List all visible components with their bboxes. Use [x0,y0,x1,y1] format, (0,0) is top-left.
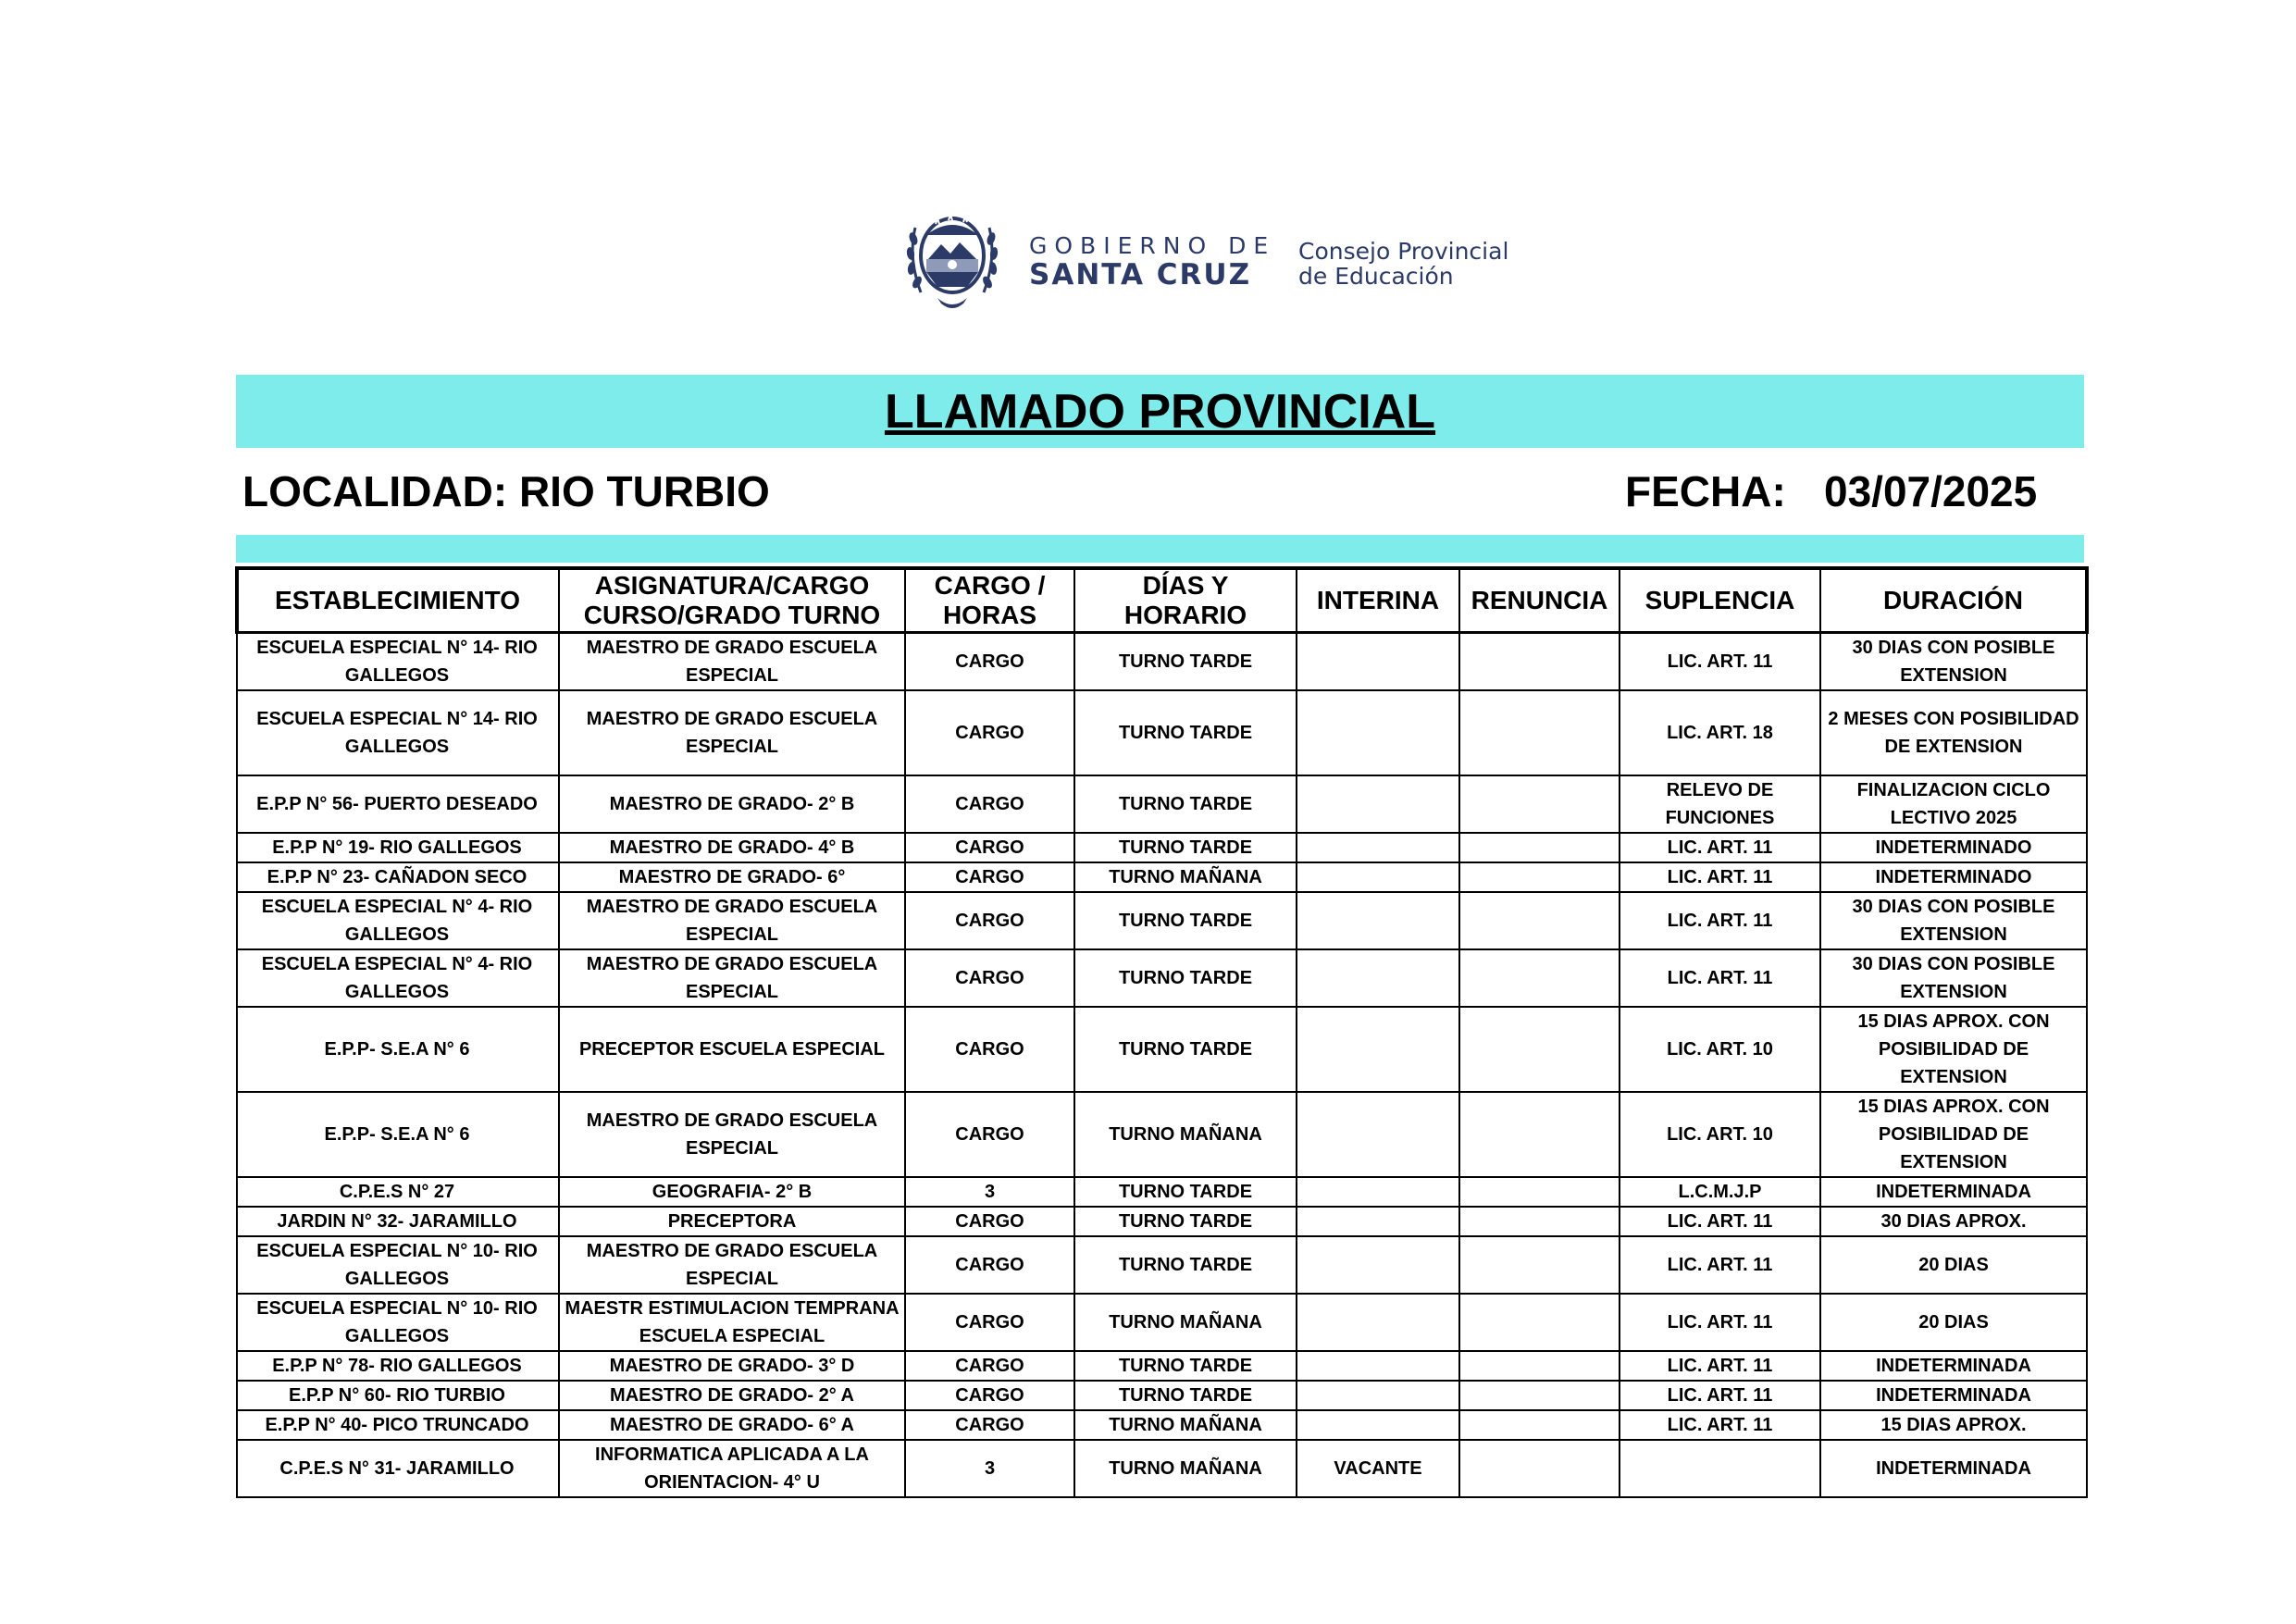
cell-interina [1297,1007,1459,1092]
cell-duracion: 20 DIAS [1820,1236,2087,1294]
separator-band [236,535,2084,563]
cell-suplencia: LIC. ART. 11 [1620,633,1820,691]
table-row [237,633,2087,691]
cell-cargo-horas: CARGO [905,690,1074,775]
cell-interina [1297,633,1459,691]
cell-renuncia [1459,1351,1620,1381]
cell-dias-horario: TURNO MAÑANA [1074,1294,1297,1351]
cell-renuncia [1459,1440,1620,1497]
cell-suplencia: LIC. ART. 11 [1620,1236,1820,1294]
cell-renuncia [1459,775,1620,833]
cell-interina: VACANTE [1297,1440,1459,1497]
cell-renuncia [1459,862,1620,892]
cell-interina [1297,1294,1459,1351]
cell-dias-horario: TURNO TARDE [1074,1236,1297,1294]
cell-suplencia: LIC. ART. 11 [1620,1381,1820,1410]
cell-establecimiento: ESCUELA ESPECIAL N° 10- RIO GALLEGOS [237,1236,559,1294]
cell-suplencia: LIC. ART. 11 [1620,862,1820,892]
cell-asignatura: INFORMATICA APLICADA A LA ORIENTACION- 4° U [559,1440,905,1497]
council-name-line1: Consejo Provincial [1298,238,1509,265]
column-header-interina: INTERINA [1297,568,1459,633]
cell-renuncia [1459,1207,1620,1236]
cell-interina [1297,1207,1459,1236]
cell-suplencia: LIC. ART. 10 [1620,1092,1820,1177]
cell-establecimiento: ESCUELA ESPECIAL N° 14- RIO GALLEGOS [237,690,559,775]
cell-renuncia [1459,1007,1620,1092]
government-label: GOBIERNO DE [1029,232,1276,259]
table-row [237,949,2087,1007]
cell-cargo-horas: CARGO [905,1207,1074,1236]
cell-renuncia [1459,633,1620,691]
cell-duracion: INDETERMINADO [1820,862,2087,892]
table-row [237,1007,2087,1092]
cell-interina [1297,1410,1459,1440]
column-header-renuncia: RENUNCIA [1459,568,1620,633]
cell-cargo-horas: CARGO [905,1410,1074,1440]
table-row [237,775,2087,833]
cell-dias-horario: TURNO TARDE [1074,949,1297,1007]
cell-suplencia: LIC. ART. 11 [1620,1294,1820,1351]
cell-interina [1297,892,1459,949]
government-logotype [1029,233,1275,291]
cell-renuncia [1459,892,1620,949]
cell-duracion: 15 DIAS APROX. CON POSIBILIDAD DE EXTENSION [1820,1092,2087,1177]
table-row [237,1236,2087,1294]
cell-interina [1297,862,1459,892]
cell-interina [1297,1177,1459,1207]
cell-duracion: INDETERMINADA [1820,1177,2087,1207]
cell-asignatura: MAESTRO DE GRADO ESCUELA ESPECIAL [559,633,905,691]
vacancies-table [235,566,2089,1498]
cell-cargo-horas: CARGO [905,775,1074,833]
column-header-dias-horario: DÍAS Y HORARIO [1074,568,1297,633]
cell-duracion: 15 DIAS APROX. [1820,1410,2087,1440]
cell-asignatura: MAESTRO DE GRADO- 6° [559,862,905,892]
cell-duracion: 15 DIAS APROX. CON POSIBILIDAD DE EXTENSION [1820,1007,2087,1092]
cell-interina [1297,775,1459,833]
cell-duracion: INDETERMINADO [1820,833,2087,862]
cell-asignatura: MAESTRO DE GRADO ESCUELA ESPECIAL [559,690,905,775]
cell-dias-horario: TURNO MAÑANA [1074,1092,1297,1177]
cell-duracion: 30 DIAS CON POSIBLE EXTENSION [1820,633,2087,691]
cell-cargo-horas: CARGO [905,1007,1074,1092]
cell-cargo-horas: CARGO [905,833,1074,862]
cell-dias-horario: TURNO MAÑANA [1074,1410,1297,1440]
cell-asignatura: MAESTRO DE GRADO- 2° B [559,775,905,833]
cell-dias-horario: TURNO TARDE [1074,1177,1297,1207]
column-header-asignatura: ASIGNATURA/CARGO CURSO/GRADO TURNO [559,568,905,633]
cell-dias-horario: TURNO TARDE [1074,1207,1297,1236]
cell-suplencia: LIC. ART. 11 [1620,949,1820,1007]
cell-establecimiento: E.P.P N° 40- PICO TRUNCADO [237,1410,559,1440]
cell-dias-horario: TURNO MAÑANA [1074,1440,1297,1497]
cell-duracion: 20 DIAS [1820,1294,2087,1351]
date-label: FECHA: [1625,467,1786,515]
table-row [237,1177,2087,1207]
table-header-row [237,568,2087,633]
cell-renuncia [1459,690,1620,775]
cell-dias-horario: TURNO TARDE [1074,1351,1297,1381]
cell-suplencia: LIC. ART. 11 [1620,1410,1820,1440]
cell-establecimiento: E.P.P- S.E.A N° 6 [237,1007,559,1092]
cell-establecimiento: ESCUELA ESPECIAL N° 10- RIO GALLEGOS [237,1294,559,1351]
cell-asignatura: MAESTRO DE GRADO ESCUELA ESPECIAL [559,949,905,1007]
cell-interina [1297,1236,1459,1294]
council-name-line2: de Educación [1298,263,1454,290]
table-row [237,1410,2087,1440]
cell-asignatura: MAESTR ESTIMULACION TEMPRANA ESCUELA ESPECIAL [559,1294,905,1351]
cell-interina [1297,1092,1459,1177]
cell-asignatura: MAESTRO DE GRADO ESCUELA ESPECIAL [559,1236,905,1294]
date-value: 03/07/2025 [1824,467,2038,515]
table-row [237,1351,2087,1381]
cell-asignatura: MAESTRO DE GRADO ESCUELA ESPECIAL [559,892,905,949]
cell-establecimiento: ESCUELA ESPECIAL N° 14- RIO GALLEGOS [237,633,559,691]
santa-cruz-seal-icon [902,202,1002,315]
cell-suplencia: LIC. ART. 11 [1620,833,1820,862]
cell-duracion: INDETERMINADA [1820,1440,2087,1497]
cell-suplencia: LIC. ART. 11 [1620,892,1820,949]
cell-dias-horario: TURNO TARDE [1074,690,1297,775]
cell-duracion: 30 DIAS APROX. [1820,1207,2087,1236]
province-name: SANTA CRUZ [1029,258,1252,291]
cell-establecimiento: E.P.P N° 60- RIO TURBIO [237,1381,559,1410]
cell-cargo-horas: CARGO [905,862,1074,892]
cell-dias-horario: TURNO TARDE [1074,775,1297,833]
cell-renuncia [1459,1294,1620,1351]
cell-renuncia [1459,833,1620,862]
cell-establecimiento: JARDIN N° 32- JARAMILLO [237,1207,559,1236]
table-row [237,1207,2087,1236]
column-header-duracion: DURACIÓN [1820,568,2087,633]
cell-asignatura: MAESTRO DE GRADO ESCUELA ESPECIAL [559,1092,905,1177]
cell-asignatura: MAESTRO DE GRADO- 2° A [559,1381,905,1410]
cell-renuncia [1459,1092,1620,1177]
cell-renuncia [1459,1236,1620,1294]
cell-establecimiento: C.P.E.S N° 31- JARAMILLO [237,1440,559,1497]
cell-establecimiento: C.P.E.S N° 27 [237,1177,559,1207]
table-row [237,1294,2087,1351]
cell-establecimiento: E.P.P N° 19- RIO GALLEGOS [237,833,559,862]
cell-suplencia [1620,1440,1820,1497]
cell-dias-horario: TURNO TARDE [1074,1381,1297,1410]
council-logotype [1298,239,1508,289]
cell-suplencia: LIC. ART. 11 [1620,1351,1820,1381]
cell-duracion: 2 MESES CON POSIBILIDAD DE EXTENSION [1820,690,2087,775]
cell-suplencia: LIC. ART. 10 [1620,1007,1820,1092]
cell-establecimiento: E.P.P N° 23- CAÑADON SECO [237,862,559,892]
cell-dias-horario: TURNO TARDE [1074,892,1297,949]
cell-duracion: 30 DIAS CON POSIBLE EXTENSION [1820,949,2087,1007]
table-row [237,862,2087,892]
cell-cargo-horas: CARGO [905,892,1074,949]
cell-establecimiento: ESCUELA ESPECIAL N° 4- RIO GALLEGOS [237,892,559,949]
cell-establecimiento: ESCUELA ESPECIAL N° 4- RIO GALLEGOS [237,949,559,1007]
cell-establecimiento: E.P.P N° 78- RIO GALLEGOS [237,1351,559,1381]
cell-cargo-horas: CARGO [905,1236,1074,1294]
cell-duracion: INDETERMINADA [1820,1351,2087,1381]
cell-cargo-horas: CARGO [905,1092,1074,1177]
cell-duracion: INDETERMINADA [1820,1381,2087,1410]
cell-asignatura: PRECEPTORA [559,1207,905,1236]
table-row [237,1092,2087,1177]
cell-renuncia [1459,1177,1620,1207]
cell-dias-horario: TURNO TARDE [1074,633,1297,691]
column-header-cargo-horas: CARGO / HORAS [905,568,1074,633]
cell-dias-horario: TURNO MAÑANA [1074,862,1297,892]
cell-establecimiento: E.P.P N° 56- PUERTO DESEADO [237,775,559,833]
table-row [237,1381,2087,1410]
locality-label: LOCALIDAD: RIO TURBIO [242,467,770,515]
cell-renuncia [1459,949,1620,1007]
cell-suplencia: LIC. ART. 18 [1620,690,1820,775]
table-row [237,690,2087,775]
cell-asignatura: MAESTRO DE GRADO- 6° A [559,1410,905,1440]
cell-dias-horario: TURNO TARDE [1074,833,1297,862]
cell-cargo-horas: 3 [905,1440,1074,1497]
cell-cargo-horas: 3 [905,1177,1074,1207]
cell-interina [1297,949,1459,1007]
cell-asignatura: GEOGRAFIA- 2° B [559,1177,905,1207]
cell-asignatura: MAESTRO DE GRADO- 4° B [559,833,905,862]
cell-cargo-horas: CARGO [905,1294,1074,1351]
cell-cargo-horas: CARGO [905,1351,1074,1381]
cell-cargo-horas: CARGO [905,633,1074,691]
cell-asignatura: MAESTRO DE GRADO- 3° D [559,1351,905,1381]
cell-duracion: 30 DIAS CON POSIBLE EXTENSION [1820,892,2087,949]
cell-interina [1297,833,1459,862]
cell-suplencia: RELEVO DE FUNCIONES [1620,775,1820,833]
page-title: LLAMADO PROVINCIAL [884,384,1436,439]
cell-asignatura: PRECEPTOR ESCUELA ESPECIAL [559,1007,905,1092]
table-row [237,892,2087,949]
table-row [237,833,2087,862]
cell-interina [1297,690,1459,775]
header-logos [902,202,1569,315]
cell-renuncia [1459,1410,1620,1440]
cell-cargo-horas: CARGO [905,949,1074,1007]
cell-interina [1297,1381,1459,1410]
column-header-suplencia: SUPLENCIA [1620,568,1820,633]
cell-dias-horario: TURNO TARDE [1074,1007,1297,1092]
cell-cargo-horas: CARGO [905,1381,1074,1410]
cell-suplencia: L.C.M.J.P [1620,1177,1820,1207]
cell-duracion: FINALIZACION CICLO LECTIVO 2025 [1820,775,2087,833]
cell-interina [1297,1351,1459,1381]
cell-renuncia [1459,1381,1620,1410]
column-header-establecimiento: ESTABLECIMIENTO [237,568,559,633]
table-row [237,1440,2087,1497]
cell-suplencia: LIC. ART. 11 [1620,1207,1820,1236]
cell-establecimiento: E.P.P- S.E.A N° 6 [237,1092,559,1177]
